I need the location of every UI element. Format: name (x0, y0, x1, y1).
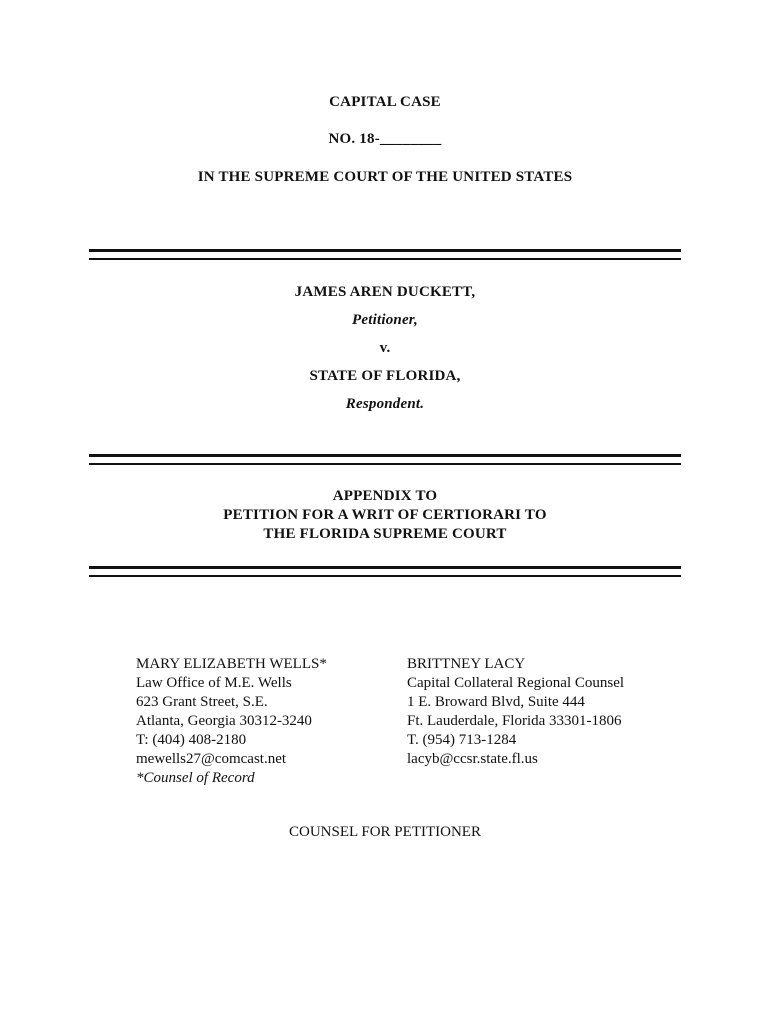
counsel-left-phone: T: (404) 408-2180 (136, 732, 247, 748)
counsel-right-block (407, 655, 624, 769)
counsel-left-name: MARY ELIZABETH WELLS* (136, 656, 327, 672)
petitioner-name: JAMES AREN DUCKETT, (294, 284, 476, 300)
counsel-left-street: 623 Grant Street, S.E. (136, 694, 268, 710)
counsel-left-block (136, 655, 327, 788)
divider-bottom-thick (89, 566, 681, 569)
court-name: IN THE SUPREME COURT OF THE UNITED STATES (197, 169, 573, 185)
divider-middle-thick (89, 454, 681, 457)
versus-label: v. (379, 340, 391, 356)
petitioner-role: Petitioner, (352, 312, 418, 328)
counsel-for-petitioner-label: COUNSEL FOR PETITIONER (289, 824, 481, 840)
case-number: NO. 18-________ (328, 131, 442, 147)
divider-bottom-thin (89, 575, 681, 577)
respondent-name: STATE OF FLORIDA, (309, 368, 461, 384)
counsel-left-office: Law Office of M.E. Wells (136, 675, 292, 691)
divider-top-thick (89, 249, 681, 252)
document-title-line-2: PETITION FOR A WRIT OF CERTIORARI TO (223, 507, 547, 523)
counsel-right-phone: T. (954) 713-1284 (407, 732, 517, 748)
counsel-right-city: Ft. Lauderdale, Florida 33301-1806 (407, 713, 622, 729)
document-title-line-1: APPENDIX TO (332, 488, 438, 504)
counsel-left-email: mewells27@comcast.net (136, 751, 287, 767)
counsel-right-office: Capital Collateral Regional Counsel (407, 675, 625, 691)
divider-top-thin (89, 258, 681, 260)
counsel-left-city: Atlanta, Georgia 30312-3240 (136, 713, 312, 729)
counsel-right-name: BRITTNEY LACY (407, 656, 526, 672)
document-title-line-3: THE FLORIDA SUPREME COURT (263, 526, 507, 542)
counsel-of-record-note: *Counsel of Record (136, 770, 255, 786)
respondent-role: Respondent. (345, 396, 425, 412)
case-type-heading: CAPITAL CASE (329, 94, 441, 110)
divider-middle-thin (89, 463, 681, 465)
counsel-right-email: lacyb@ccsr.state.fl.us (407, 751, 538, 767)
counsel-right-street: 1 E. Broward Blvd, Suite 444 (407, 694, 585, 710)
